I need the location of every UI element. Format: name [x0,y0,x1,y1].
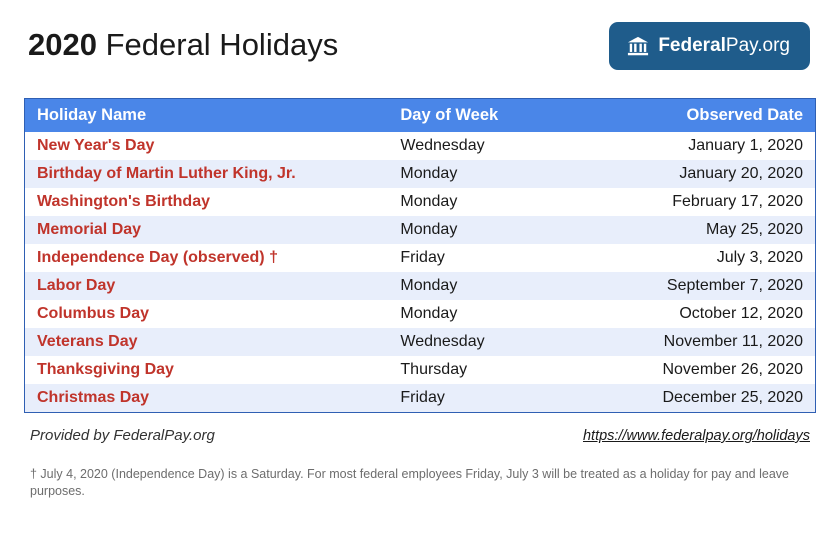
provided-by-label: Provided by FederalPay.org [30,427,215,444]
table-header-row [25,99,815,132]
cell-day-of-week: Monday [388,272,578,300]
cell-observed-date: November 11, 2020 [578,328,815,356]
cell-holiday-name: Thanksgiving Day [25,356,388,384]
cell-holiday-name: Columbus Day [25,300,388,328]
cell-day-of-week: Wednesday [388,132,578,160]
cell-day-of-week: Monday [388,160,578,188]
table-row [25,272,815,300]
cell-holiday-name: Veterans Day [25,328,388,356]
brand-label-rest: Pay.org [725,35,790,56]
table-row [25,384,815,412]
page-title-year: 2020 [28,27,97,62]
page-footer [24,427,816,444]
brand-label [658,35,790,57]
cell-day-of-week: Monday [388,188,578,216]
cell-observed-date: January 1, 2020 [578,132,815,160]
cell-observed-date: October 12, 2020 [578,300,815,328]
column-header-holiday-name[interactable]: Holiday Name [25,99,388,132]
cell-holiday-name: Birthday of Martin Luther King, Jr. [25,160,388,188]
table-header [25,99,815,132]
federalpay-logo[interactable] [609,22,810,70]
column-header-day-of-week[interactable]: Day of Week [388,99,578,132]
table-row [25,188,815,216]
table-body [25,132,815,412]
cell-holiday-name: New Year's Day [25,132,388,160]
brand-label-bold: Federal [658,35,726,56]
bank-icon [627,35,649,57]
table-row [25,132,815,160]
table-row [25,356,815,384]
column-header-observed-date[interactable]: Observed Date [578,99,815,132]
cell-day-of-week: Monday [388,300,578,328]
cell-observed-date: January 20, 2020 [578,160,815,188]
cell-holiday-name: Christmas Day [25,384,388,412]
table-row [25,300,815,328]
cell-day-of-week: Friday [388,384,578,412]
footnote: † July 4, 2020 (Independence Day) is a Saturday. For most federal employees Friday, July 3 will be treated as a holiday for pay and leave purposes. [30,467,789,498]
cell-observed-date: February 17, 2020 [578,188,815,216]
cell-day-of-week: Friday [388,244,578,272]
table-row [25,160,815,188]
table-row [25,216,815,244]
cell-observed-date: November 26, 2020 [578,356,815,384]
cell-observed-date: July 3, 2020 [578,244,815,272]
source-link[interactable]: https://www.federalpay.org/holidays [582,428,810,444]
page-title-rest: Federal Holidays [96,27,339,62]
table-row [25,244,815,272]
cell-day-of-week: Thursday [388,356,578,384]
table-row [25,328,815,356]
page-header [24,22,816,92]
cell-holiday-name: Memorial Day [25,216,388,244]
holidays-table [25,99,815,412]
cell-day-of-week: Wednesday [388,328,578,356]
page-title [28,25,338,65]
holidays-table-container [24,98,816,413]
cell-observed-date: December 25, 2020 [578,384,815,412]
cell-holiday-name: Washington's Birthday [25,188,388,216]
cell-holiday-name: Labor Day [25,272,388,300]
cell-observed-date: September 7, 2020 [578,272,815,300]
cell-observed-date: May 25, 2020 [578,216,815,244]
cell-holiday-name: Independence Day (observed) † [25,244,388,272]
cell-day-of-week: Monday [388,216,578,244]
